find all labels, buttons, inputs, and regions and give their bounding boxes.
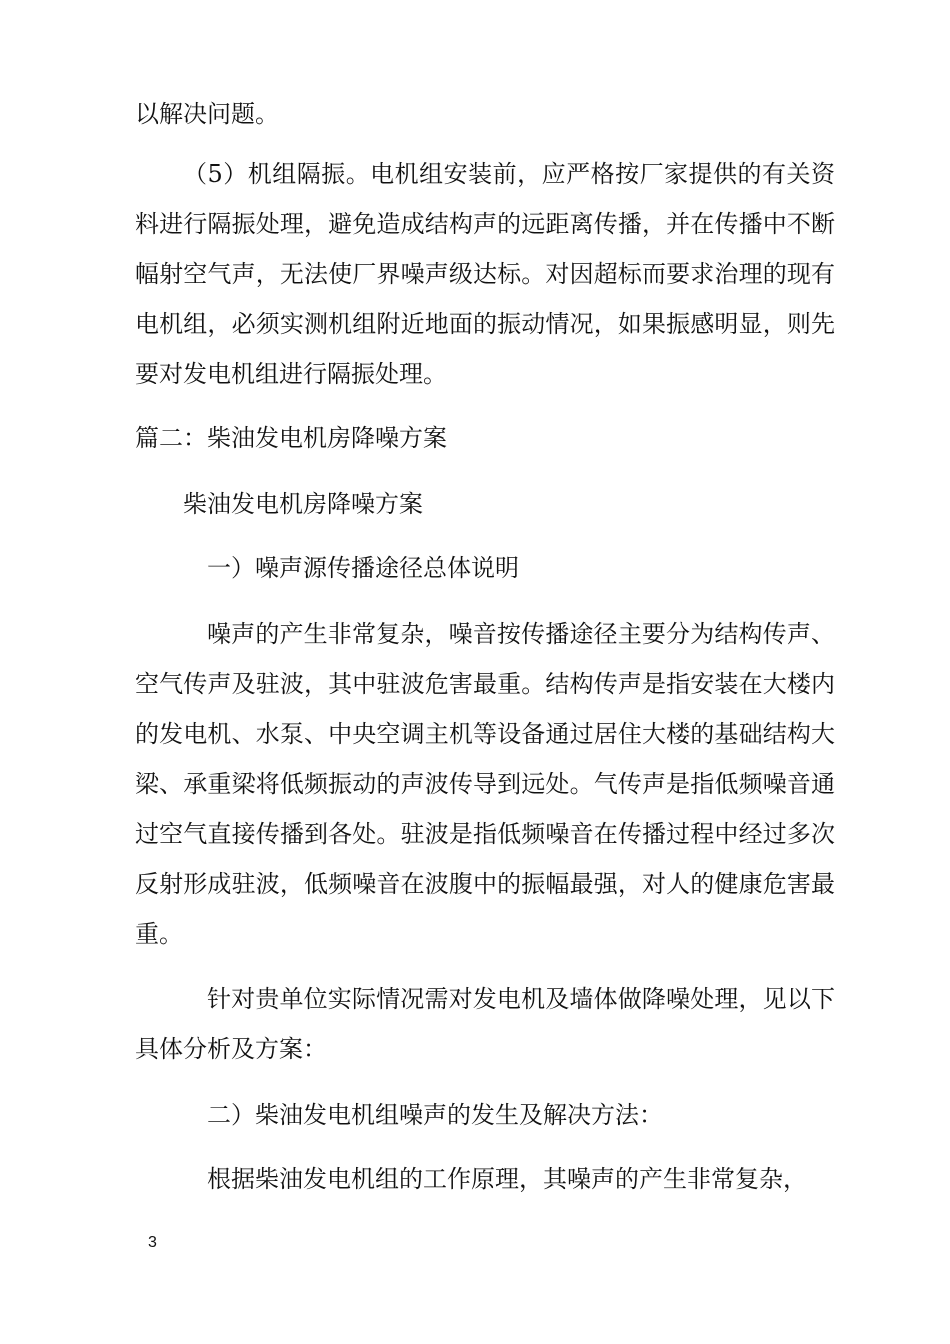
section-heading: 篇二：柴油发电机房降噪方案: [135, 424, 447, 452]
subheading-generator-noise: 二）柴油发电机组噪声的发生及解决方法：: [207, 1101, 663, 1129]
paragraph-noise-propagation: 噪声的产生非常复杂，噪音按传播途径主要分为结构传声、空气传声及驻波，其中驻波危害最重。结构传声是指安装在大楼内的发电机、水泵、中央空调主机等设备通过居住大楼的基础结构大梁、承重梁将低频振动的声波传导到远处。气传声是指低频噪音通过空气直接传播到各处。驻波是指低频噪音在传播过程中经过多次反射形成驻波，低频噪音在波腹中的振幅最强，对人的健康危害最重。: [135, 620, 835, 948]
document-title: 柴油发电机房降噪方案: [183, 490, 423, 518]
subheading-propagation: 一）噪声源传播途径总体说明: [207, 554, 519, 582]
paragraph-unit-isolation: （5）机组隔振。电机组安装前，应严格按厂家提供的有关资料进行隔振处理，避免造成结构声的远距离传播，并在传播中不断幅射空气声，无法使厂界噪声级达标。对因超标而要求治理的现有电机组，必须实测机组附近地面的振动情况，如果振感明显，则先要对发电机组进行隔振处理。: [135, 160, 835, 388]
paragraph-working-principle: 根据柴油发电机组的工作原理，其噪声的产生非常复杂，: [207, 1165, 807, 1193]
paragraph-treatment: 针对贵单位实际情况需对发电机及墙体做降噪处理，见以下具体分析及方案：: [135, 985, 835, 1063]
paragraph-continuation: 以解决问题。: [135, 100, 279, 128]
page-number: 3: [148, 1234, 157, 1251]
